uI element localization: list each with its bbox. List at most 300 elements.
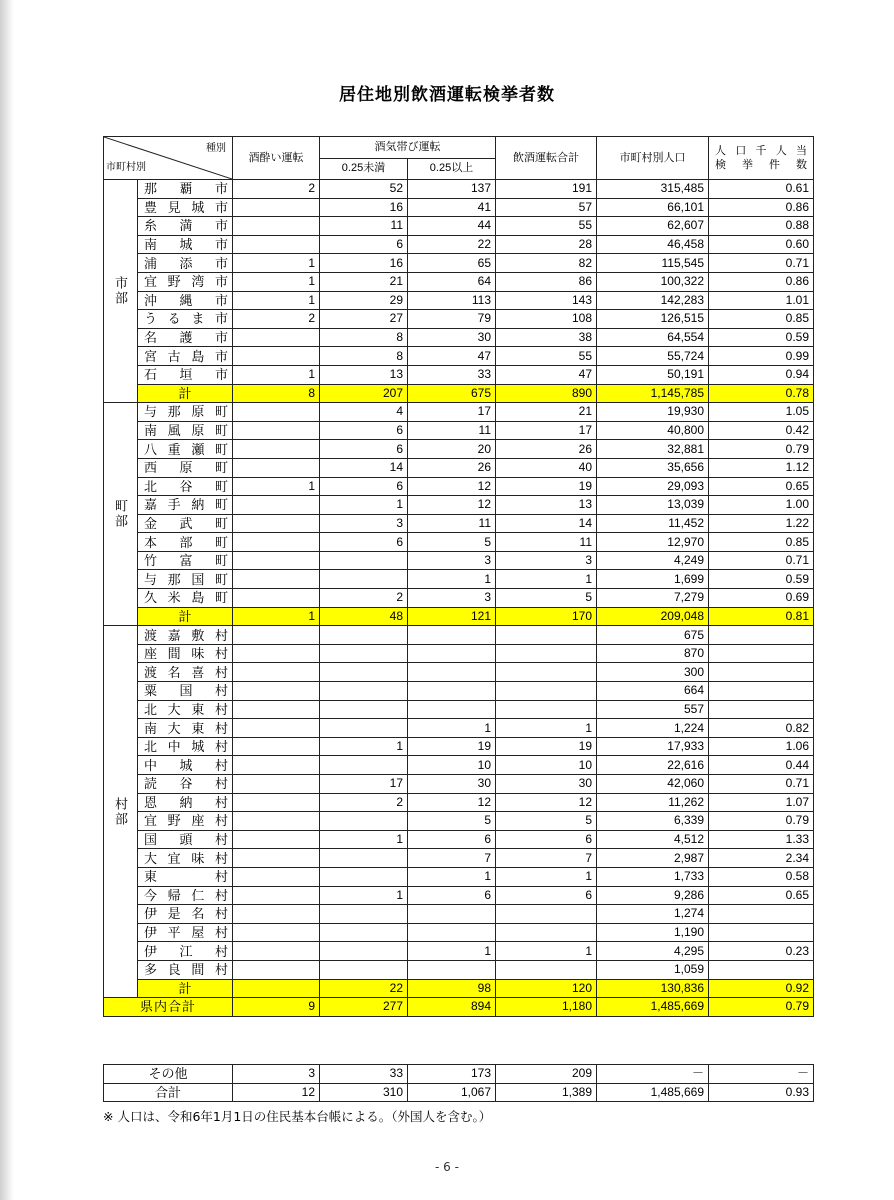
- cell-over: 47: [408, 347, 496, 366]
- cell-over: 5: [408, 533, 496, 552]
- cell-drunk: [233, 328, 320, 347]
- cell-under: [320, 867, 408, 886]
- cell-over: 41: [408, 198, 496, 217]
- cell-pop: 675: [597, 626, 709, 645]
- subtotal-total: 890: [496, 384, 597, 403]
- bottom-over: 1,067: [408, 1083, 496, 1102]
- cell-rate: [709, 700, 814, 719]
- cell-rate: 0.60: [709, 235, 814, 254]
- cell-over: 11: [408, 514, 496, 533]
- cell-pop: 11,262: [597, 793, 709, 812]
- subtotal-drunk: [233, 979, 320, 998]
- cell-over: 79: [408, 310, 496, 329]
- cell-under: 3: [320, 514, 408, 533]
- cell-rate: [709, 626, 814, 645]
- col-over-header: 0.25以上: [408, 158, 496, 180]
- cell-under: [320, 626, 408, 645]
- cell-over: 12: [408, 496, 496, 515]
- cell-drunk: [233, 551, 320, 570]
- cell-rate: 0.86: [709, 272, 814, 291]
- subtotal-pop: 209,048: [597, 607, 709, 626]
- corner-type-label: 種別: [206, 143, 226, 154]
- cell-total: 19: [496, 477, 597, 496]
- cell-over: 1: [408, 867, 496, 886]
- cell-over: 12: [408, 793, 496, 812]
- cell-over: [408, 663, 496, 682]
- prefecture-total-row: [104, 998, 814, 1017]
- cell-under: 1: [320, 496, 408, 515]
- table-row: [104, 235, 814, 254]
- cell-pop: 664: [597, 682, 709, 701]
- municipality-name: 宮古島市: [138, 347, 233, 366]
- table-row: [104, 347, 814, 366]
- cell-drunk: 2: [233, 310, 320, 329]
- cell-pop: 19,930: [597, 403, 709, 422]
- cell-rate: 0.82: [709, 719, 814, 738]
- cell-drunk: 1: [233, 477, 320, 496]
- municipality-name: 北谷町: [138, 477, 233, 496]
- table-row: [104, 533, 814, 552]
- cell-over: 64: [408, 272, 496, 291]
- cell-under: [320, 923, 408, 942]
- page-edge-shadow: [0, 0, 14, 1200]
- cell-under: [320, 719, 408, 738]
- cell-under: [320, 700, 408, 719]
- cell-pop: 1,224: [597, 719, 709, 738]
- subtotal-drunk: 8: [233, 384, 320, 403]
- cell-over: 1: [408, 570, 496, 589]
- municipality-name: 粟国村: [138, 682, 233, 701]
- cell-rate: [709, 644, 814, 663]
- table-row: [104, 886, 814, 905]
- cell-pop: 1,699: [597, 570, 709, 589]
- cell-pop: 4,295: [597, 942, 709, 961]
- cell-total: 5: [496, 589, 597, 608]
- cell-total: 10: [496, 756, 597, 775]
- cell-drunk: [233, 421, 320, 440]
- other-row: [104, 1065, 814, 1084]
- table-row: [104, 421, 814, 440]
- municipality-name: 名護市: [138, 328, 233, 347]
- table-row: [104, 644, 814, 663]
- cell-pop: 46,458: [597, 235, 709, 254]
- cell-pop: 7,279: [597, 589, 709, 608]
- cell-rate: 1.33: [709, 830, 814, 849]
- cell-rate: 0.71: [709, 551, 814, 570]
- cell-under: 2: [320, 793, 408, 812]
- subtotal-row: [104, 384, 814, 403]
- municipality-name: 与那原町: [138, 403, 233, 422]
- cell-over: 44: [408, 217, 496, 236]
- cell-pop: 142,283: [597, 291, 709, 310]
- cell-total: 38: [496, 328, 597, 347]
- cell-rate: [709, 905, 814, 924]
- bottom-total: 1,389: [496, 1083, 597, 1102]
- cell-total: [496, 923, 597, 942]
- municipality-name: 伊平屋村: [138, 923, 233, 942]
- cell-under: [320, 942, 408, 961]
- subtotal-rate: 0.78: [709, 384, 814, 403]
- cell-rate: 0.58: [709, 867, 814, 886]
- header-row-1: [104, 137, 814, 159]
- col-total-header: 飲酒運転合計: [496, 137, 597, 180]
- page-title: 居住地別飲酒運転検挙者数: [339, 85, 555, 105]
- cell-drunk: [233, 347, 320, 366]
- subtotal-under: 48: [320, 607, 408, 626]
- cell-over: 6: [408, 886, 496, 905]
- table-row: [104, 310, 814, 329]
- cell-total: 28: [496, 235, 597, 254]
- municipality-name: 石垣市: [138, 365, 233, 384]
- cell-total: 7: [496, 849, 597, 868]
- cell-drunk: [233, 867, 320, 886]
- cell-drunk: [233, 514, 320, 533]
- cell-over: 33: [408, 365, 496, 384]
- cell-rate: 0.65: [709, 886, 814, 905]
- cell-pop: 40,800: [597, 421, 709, 440]
- group-label: 村部: [104, 626, 138, 998]
- cell-pop: 22,616: [597, 756, 709, 775]
- bottom-drunk: 12: [233, 1083, 320, 1102]
- cell-total: 30: [496, 775, 597, 794]
- cell-pop: 9,286: [597, 886, 709, 905]
- cell-rate: 1.05: [709, 403, 814, 422]
- cell-under: 1: [320, 830, 408, 849]
- cell-rate: 0.44: [709, 756, 814, 775]
- table-row: [104, 663, 814, 682]
- bottom-over: 173: [408, 1065, 496, 1084]
- cell-over: 12: [408, 477, 496, 496]
- bottom-under: 310: [320, 1083, 408, 1102]
- cell-under: [320, 849, 408, 868]
- cell-total: 3: [496, 551, 597, 570]
- cell-total: 1: [496, 942, 597, 961]
- municipality-name: 本部町: [138, 533, 233, 552]
- cell-rate: 1.12: [709, 458, 814, 477]
- bottom-rate: 0.93: [709, 1083, 814, 1102]
- cell-drunk: [233, 756, 320, 775]
- cell-pop: 17,933: [597, 737, 709, 756]
- cell-rate: 0.85: [709, 310, 814, 329]
- cell-pop: 35,656: [597, 458, 709, 477]
- cell-over: 137: [408, 180, 496, 199]
- cell-rate: 0.59: [709, 328, 814, 347]
- bottom-pop: －: [597, 1065, 709, 1084]
- cell-total: 19: [496, 737, 597, 756]
- cell-over: 19: [408, 737, 496, 756]
- cell-under: [320, 905, 408, 924]
- table-row: [104, 793, 814, 812]
- cell-total: [496, 626, 597, 645]
- subtotal-pop: 130,836: [597, 979, 709, 998]
- cell-rate: 0.86: [709, 198, 814, 217]
- table-row: [104, 830, 814, 849]
- cell-over: 22: [408, 235, 496, 254]
- prefecture-total-rate: 0.79: [709, 998, 814, 1017]
- subtotal-rate: 0.81: [709, 607, 814, 626]
- col-rate-line1: 人口千人当: [715, 145, 807, 157]
- cell-pop: 6,339: [597, 812, 709, 831]
- municipality-name: 北中城村: [138, 737, 233, 756]
- table-row: [104, 756, 814, 775]
- municipality-name: 与那国町: [138, 570, 233, 589]
- subtotal-label: 計: [138, 979, 233, 998]
- cell-over: 1: [408, 719, 496, 738]
- table-row: [104, 570, 814, 589]
- cell-total: [496, 700, 597, 719]
- arrest-table: [103, 136, 814, 1017]
- cell-total: [496, 960, 597, 979]
- group-label: 市部: [104, 180, 138, 403]
- subtotal-row: [104, 979, 814, 998]
- cell-over: 65: [408, 254, 496, 273]
- prefecture-total-over: 894: [408, 998, 496, 1017]
- subtotal-rate: 0.92: [709, 979, 814, 998]
- table-row: [104, 217, 814, 236]
- cell-under: 8: [320, 347, 408, 366]
- municipality-name: 東村: [138, 867, 233, 886]
- cell-total: 191: [496, 180, 597, 199]
- cell-over: 30: [408, 328, 496, 347]
- cell-over: 3: [408, 551, 496, 570]
- municipality-name: 多良間村: [138, 960, 233, 979]
- subtotal-under: 207: [320, 384, 408, 403]
- cell-pop: 4,512: [597, 830, 709, 849]
- prefecture-total-under: 277: [320, 998, 408, 1017]
- cell-total: 108: [496, 310, 597, 329]
- cell-pop: 115,545: [597, 254, 709, 273]
- cell-over: 113: [408, 291, 496, 310]
- cell-rate: 0.65: [709, 477, 814, 496]
- cell-under: [320, 644, 408, 663]
- cell-drunk: [233, 440, 320, 459]
- cell-drunk: [233, 793, 320, 812]
- cell-rate: 0.59: [709, 570, 814, 589]
- cell-under: [320, 756, 408, 775]
- header-corner: [104, 137, 233, 180]
- cell-over: 30: [408, 775, 496, 794]
- cell-total: [496, 644, 597, 663]
- table-row: [104, 328, 814, 347]
- table-row: [104, 719, 814, 738]
- footnote: ※ 人口は、令和6年1月1日の住民基本台帳による。（外国人を含む。）: [103, 1109, 492, 1124]
- col-pop-header: 市町村別人口: [597, 137, 709, 180]
- cell-drunk: 1: [233, 272, 320, 291]
- cell-under: [320, 570, 408, 589]
- cell-under: 17: [320, 775, 408, 794]
- corner-municipality-label: 市町村別: [106, 162, 146, 173]
- cell-over: [408, 960, 496, 979]
- municipality-name: 嘉手納町: [138, 496, 233, 515]
- municipality-name: 宜野湾市: [138, 272, 233, 291]
- cell-rate: 0.79: [709, 440, 814, 459]
- cell-drunk: [233, 737, 320, 756]
- cell-over: [408, 644, 496, 663]
- cell-total: 17: [496, 421, 597, 440]
- table-row: [104, 867, 814, 886]
- municipality-name: 那覇市: [138, 180, 233, 199]
- cell-total: 86: [496, 272, 597, 291]
- cell-total: 5: [496, 812, 597, 831]
- col-drunk-header: 酒酔い運転: [233, 137, 320, 180]
- cell-under: 6: [320, 440, 408, 459]
- cell-total: 12: [496, 793, 597, 812]
- cell-drunk: [233, 960, 320, 979]
- cell-drunk: 1: [233, 291, 320, 310]
- cell-under: 8: [320, 328, 408, 347]
- cell-drunk: [233, 589, 320, 608]
- municipality-name: 浦添市: [138, 254, 233, 273]
- municipality-name: 読谷村: [138, 775, 233, 794]
- subtotal-label: 計: [138, 384, 233, 403]
- bottom-total: 209: [496, 1065, 597, 1084]
- cell-pop: 13,039: [597, 496, 709, 515]
- cell-over: [408, 923, 496, 942]
- cell-rate: [709, 682, 814, 701]
- cell-rate: [709, 923, 814, 942]
- table-row: [104, 514, 814, 533]
- cell-rate: 0.42: [709, 421, 814, 440]
- cell-under: 16: [320, 198, 408, 217]
- cell-pop: 29,093: [597, 477, 709, 496]
- subtotal-under: 22: [320, 979, 408, 998]
- cell-over: [408, 682, 496, 701]
- cell-under: 16: [320, 254, 408, 273]
- cell-under: [320, 663, 408, 682]
- municipality-name: 久米島町: [138, 589, 233, 608]
- table-row: [104, 960, 814, 979]
- cell-pop: 126,515: [597, 310, 709, 329]
- cell-drunk: [233, 700, 320, 719]
- col-rate-header: [709, 137, 814, 180]
- cell-drunk: [233, 644, 320, 663]
- cell-drunk: [233, 403, 320, 422]
- cell-total: 13: [496, 496, 597, 515]
- cell-total: 57: [496, 198, 597, 217]
- cell-pop: 62,607: [597, 217, 709, 236]
- cell-rate: 0.99: [709, 347, 814, 366]
- municipality-name: 渡名喜村: [138, 663, 233, 682]
- municipality-name: 国頭村: [138, 830, 233, 849]
- col-under-header: 0.25未満: [320, 158, 408, 180]
- cell-over: 7: [408, 849, 496, 868]
- municipality-name: 中城村: [138, 756, 233, 775]
- cell-under: 6: [320, 235, 408, 254]
- cell-total: 82: [496, 254, 597, 273]
- bottom-under: 33: [320, 1065, 408, 1084]
- prefecture-total-pop: 1,485,669: [597, 998, 709, 1017]
- subtotal-over: 121: [408, 607, 496, 626]
- cell-pop: 32,881: [597, 440, 709, 459]
- cell-rate: 0.79: [709, 812, 814, 831]
- table-row: [104, 682, 814, 701]
- cell-drunk: [233, 682, 320, 701]
- cell-under: 6: [320, 477, 408, 496]
- cell-under: 6: [320, 533, 408, 552]
- table-row: [104, 737, 814, 756]
- cell-drunk: [233, 496, 320, 515]
- municipality-name: 八重瀬町: [138, 440, 233, 459]
- cell-drunk: [233, 663, 320, 682]
- table-row: [104, 365, 814, 384]
- cell-total: 1: [496, 570, 597, 589]
- cell-total: [496, 663, 597, 682]
- cell-under: [320, 812, 408, 831]
- cell-over: [408, 700, 496, 719]
- municipality-name: 伊是名村: [138, 905, 233, 924]
- cell-under: 27: [320, 310, 408, 329]
- cell-pop: 557: [597, 700, 709, 719]
- table-row: [104, 477, 814, 496]
- cell-under: 1: [320, 886, 408, 905]
- col-alcohol-header: 酒気帯び運転: [320, 137, 496, 159]
- cell-total: 143: [496, 291, 597, 310]
- subtotal-over: 98: [408, 979, 496, 998]
- cell-rate: 1.01: [709, 291, 814, 310]
- cell-rate: 1.07: [709, 793, 814, 812]
- cell-drunk: [233, 235, 320, 254]
- cell-rate: 0.85: [709, 533, 814, 552]
- cell-over: 3: [408, 589, 496, 608]
- cell-over: 5: [408, 812, 496, 831]
- cell-total: 1: [496, 719, 597, 738]
- subtotal-over: 675: [408, 384, 496, 403]
- cell-drunk: [233, 217, 320, 236]
- municipality-name: 北大東村: [138, 700, 233, 719]
- cell-drunk: 1: [233, 365, 320, 384]
- cell-under: 21: [320, 272, 408, 291]
- cell-under: [320, 682, 408, 701]
- cell-drunk: [233, 812, 320, 831]
- cell-over: 20: [408, 440, 496, 459]
- municipality-name: 西原町: [138, 458, 233, 477]
- cell-total: 11: [496, 533, 597, 552]
- cell-drunk: [233, 198, 320, 217]
- cell-pop: 12,970: [597, 533, 709, 552]
- cell-total: [496, 905, 597, 924]
- municipality-name: 豊見城市: [138, 198, 233, 217]
- subtotal-pop: 1,145,785: [597, 384, 709, 403]
- cell-pop: 11,452: [597, 514, 709, 533]
- cell-total: 6: [496, 886, 597, 905]
- table-row: [104, 198, 814, 217]
- municipality-name: 渡嘉敷村: [138, 626, 233, 645]
- municipality-name: 南風原町: [138, 421, 233, 440]
- cell-drunk: [233, 830, 320, 849]
- cell-drunk: [233, 626, 320, 645]
- table-row: [104, 700, 814, 719]
- table-row: [104, 849, 814, 868]
- cell-pop: 2,987: [597, 849, 709, 868]
- municipality-name: 今帰仁村: [138, 886, 233, 905]
- cell-total: 40: [496, 458, 597, 477]
- bottom-pop: 1,485,669: [597, 1083, 709, 1102]
- cell-under: 14: [320, 458, 408, 477]
- municipality-name: 恩納村: [138, 793, 233, 812]
- cell-drunk: [233, 886, 320, 905]
- cell-rate: 0.23: [709, 942, 814, 961]
- cell-under: 13: [320, 365, 408, 384]
- municipality-name: 伊江村: [138, 942, 233, 961]
- cell-over: 11: [408, 421, 496, 440]
- table-row: [104, 272, 814, 291]
- group-label: 町部: [104, 403, 138, 626]
- cell-rate: 0.88: [709, 217, 814, 236]
- cell-total: 6: [496, 830, 597, 849]
- cell-pop: 1,274: [597, 905, 709, 924]
- subtotal-label: 計: [138, 607, 233, 626]
- cell-pop: 100,322: [597, 272, 709, 291]
